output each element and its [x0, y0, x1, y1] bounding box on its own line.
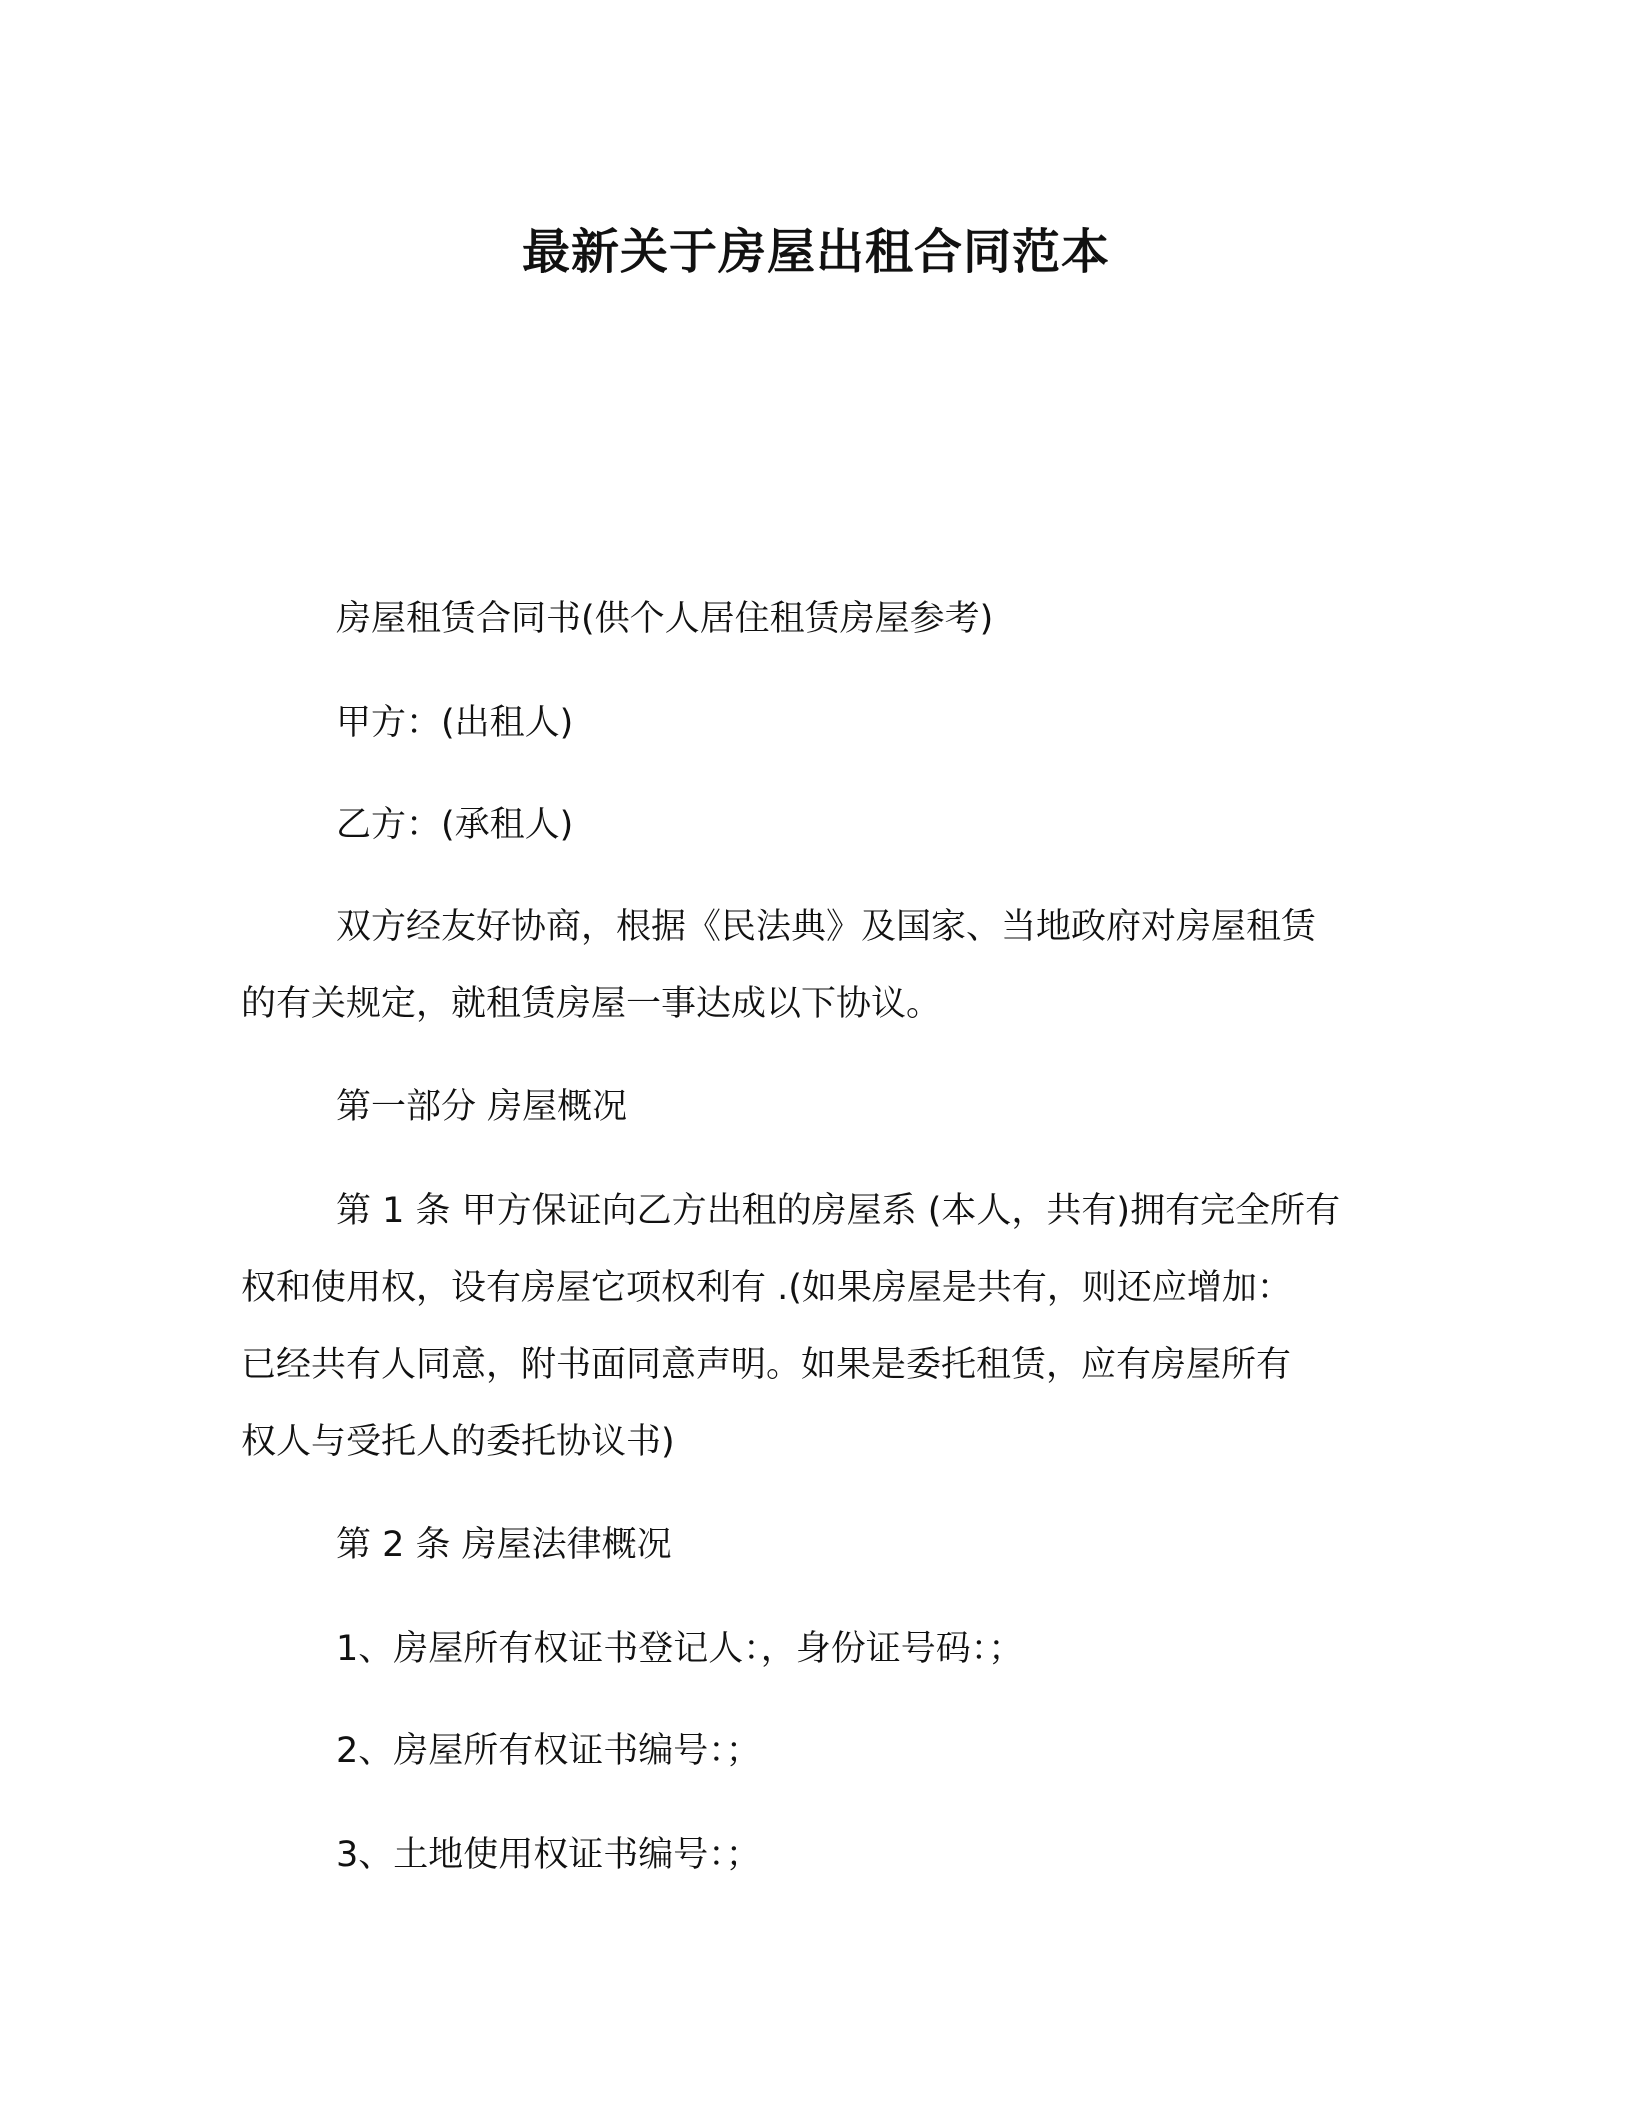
party-a-line: 甲方：(出租人)	[336, 703, 574, 743]
party-b-line: 乙方：(承租人)	[336, 805, 574, 845]
article-1-line-2: 权和使用权，设有房屋它项权利有 .(如果房屋是共有，则还应增加：	[241, 1268, 1292, 1308]
article-1-line-4: 权人与受托人的委托协议书)	[241, 1422, 675, 1462]
intro-line-1: 双方经友好协商，根据《民法典》及国家、当地政府对房屋租赁	[336, 907, 1317, 947]
part-one-heading: 第一部分 房屋概况	[336, 1087, 628, 1127]
intro-paragraph	[241, 908, 1391, 1023]
article-2-heading: 第 2 条 房屋法律概况	[336, 1525, 672, 1565]
article-1-line-1: 第 1 条 甲方保证向乙方出租的房屋系 (本人，共有)拥有完全所有	[336, 1191, 1341, 1231]
list-item-2: 2、房屋所有权证书编号：；	[336, 1731, 761, 1771]
intro-line-2: 的有关规定，就租赁房屋一事达成以下协议。	[241, 984, 942, 1024]
article-1-paragraph	[241, 1192, 1391, 1461]
article-1-line-3: 已经共有人同意，附书面同意声明。如果是委托租赁，应有房屋所有	[241, 1345, 1292, 1385]
list-item-1: 1、房屋所有权证书登记人：，身份证号码：；	[336, 1629, 1024, 1669]
list-item-3: 3、土地使用权证书编号：；	[336, 1835, 761, 1875]
contract-heading: 房屋租赁合同书(供个人居住租赁房屋参考)	[336, 599, 994, 639]
document-title: 最新关于房屋出租合同范本	[521, 224, 1110, 280]
